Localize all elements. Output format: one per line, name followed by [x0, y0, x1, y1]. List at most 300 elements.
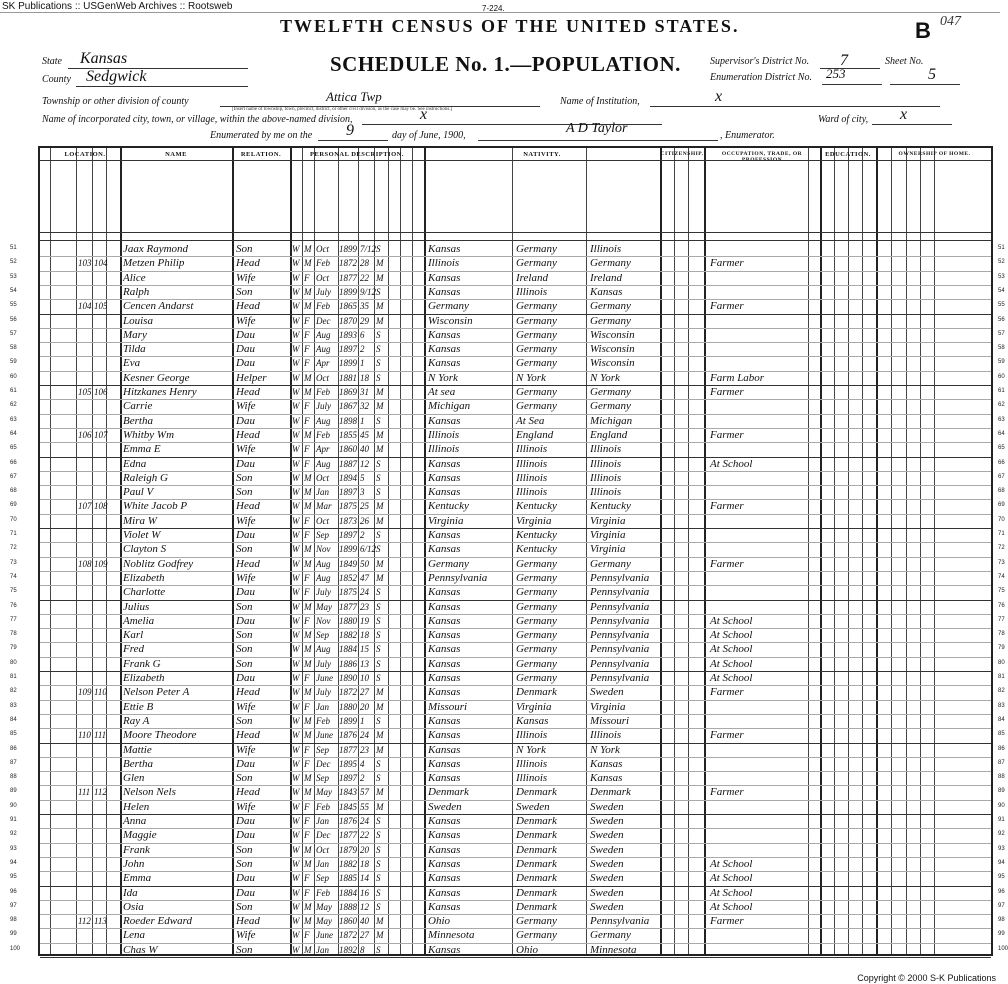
- cell-mo: Dec: [316, 315, 331, 326]
- cell-yr: 1872: [339, 258, 357, 269]
- cell-age: 28: [360, 258, 369, 269]
- cell-fpob: N York: [516, 743, 546, 756]
- cell-rel: Dau: [236, 529, 255, 541]
- cell-pob: Kansas: [428, 900, 461, 913]
- cell-age: 20: [360, 844, 369, 855]
- cell-col: W: [292, 615, 300, 626]
- cell-mpob: Kansas: [590, 285, 623, 298]
- line-number: 60: [10, 373, 17, 380]
- cell-pob: Kansas: [428, 657, 461, 670]
- line-number: 63: [10, 416, 17, 423]
- cell-age: 25: [360, 501, 369, 512]
- cell-fpob: Ohio: [516, 943, 538, 956]
- cell-ms: S: [376, 944, 381, 955]
- cell-fpob: Illinois: [516, 471, 548, 484]
- cell-yr: 1899: [339, 244, 357, 254]
- cell-mpob: Illinois: [590, 486, 622, 499]
- line-number-right: 87: [998, 759, 1005, 766]
- cell-rel: Head: [236, 386, 260, 398]
- line-number: 77: [10, 616, 17, 623]
- cell-name: John: [123, 857, 145, 870]
- cell-rel: Head: [236, 257, 260, 270]
- cell-sex: F: [304, 315, 310, 326]
- cell-col: W: [292, 801, 300, 812]
- cell-fpob: Illinois: [516, 285, 548, 298]
- cell-yr: 1865: [339, 301, 357, 312]
- cell-sex: M: [304, 301, 312, 312]
- cell-yr: 1886: [339, 658, 357, 669]
- cell-ms: M: [376, 687, 384, 698]
- cell-mpob: Germany: [590, 929, 631, 942]
- cell-sex: M: [304, 501, 312, 512]
- cell-mpob: Virginia: [590, 529, 626, 541]
- city-label: Name of incorporated city, town, or village, within the above-named division,: [42, 114, 353, 125]
- cell-fpob: Denmark: [516, 815, 557, 827]
- cell-fpob: Germany: [516, 386, 557, 398]
- cell-mo: Oct: [316, 472, 329, 483]
- cell-rel: Head: [236, 686, 260, 699]
- cell-mpob: Pennsylvania: [590, 629, 650, 642]
- cell-fpob: Germany: [516, 915, 557, 928]
- cell-age: 24: [360, 730, 369, 741]
- cell-mo: May: [316, 916, 332, 927]
- cell-pob: Germany: [428, 300, 469, 313]
- cell-sex: F: [304, 758, 310, 769]
- cell-mo: Oct: [316, 272, 329, 283]
- cell-age: 40: [360, 444, 369, 455]
- cell-age: 18: [360, 372, 369, 383]
- cell-sex: M: [304, 244, 312, 254]
- line-number: 75: [10, 588, 17, 595]
- cell-col: W: [292, 730, 300, 741]
- cell-mpob: Pennsylvania: [590, 614, 650, 627]
- section-location: LOCATION.: [64, 151, 106, 158]
- cell-mpob: Sweden: [590, 843, 624, 856]
- cell-rel: Son: [236, 285, 253, 298]
- cell-fpob: Germany: [516, 328, 557, 341]
- cell-col: W: [292, 444, 300, 455]
- cell-ms: S: [376, 358, 381, 369]
- cell-yr: 1884: [339, 644, 357, 655]
- enumerated-day: 9: [346, 122, 354, 139]
- cell-name: Mira W: [123, 514, 157, 527]
- cell-rel: Son: [236, 772, 253, 785]
- cell-name: Charlotte: [123, 586, 166, 599]
- corner-handwritten-number: 047: [940, 14, 961, 29]
- line-number-right: 89: [998, 788, 1005, 795]
- cell-dw: 105: [78, 387, 92, 397]
- line-number-right: 70: [998, 516, 1005, 523]
- cell-yr: 1890: [339, 673, 357, 683]
- cell-mo: July: [316, 687, 331, 698]
- cell-sex: F: [304, 887, 310, 898]
- cell-name: Moore Theodore: [123, 729, 197, 742]
- cell-col: W: [292, 501, 300, 512]
- cell-yr: 1897: [339, 487, 357, 498]
- line-number: 84: [10, 716, 17, 723]
- cell-fpob: Denmark: [516, 829, 557, 842]
- cell-occ: Farmer: [710, 428, 744, 441]
- cell-rel: Head: [236, 428, 260, 441]
- line-number-right: 86: [998, 745, 1005, 752]
- cell-mpob: Kentucky: [590, 500, 631, 513]
- cell-age: 24: [360, 816, 369, 826]
- cell-fpob: Germany: [516, 243, 557, 255]
- cell-rel: Wife: [236, 700, 256, 713]
- cell-mpob: Illinois: [590, 443, 622, 456]
- cell-mo: Oct: [316, 844, 329, 855]
- section-education: EDUCATION.: [825, 151, 871, 158]
- cell-ms: M: [376, 501, 384, 512]
- cell-ms: S: [376, 816, 381, 826]
- cell-yr: 1880: [339, 701, 357, 712]
- line-number-right: 95: [998, 874, 1005, 881]
- cell-fpob: Illinois: [516, 757, 548, 770]
- cell-mpob: Germany: [590, 400, 631, 413]
- cell-col: W: [292, 272, 300, 283]
- cell-pob: Kansas: [428, 643, 461, 656]
- cell-yr: 1852: [339, 572, 357, 583]
- cell-mpob: Sweden: [590, 872, 624, 885]
- line-number-right: 55: [998, 302, 1005, 309]
- cell-sex: F: [304, 458, 310, 469]
- cell-mo: Aug: [316, 558, 331, 569]
- line-number: 53: [10, 273, 17, 280]
- line-number: 51: [10, 245, 17, 251]
- cell-fpob: Germany: [516, 586, 557, 599]
- cell-pob: Kansas: [428, 271, 461, 284]
- line-number: 70: [10, 516, 17, 523]
- cell-pob: Pennsylvania: [428, 571, 488, 584]
- cell-fpob: Germany: [516, 614, 557, 627]
- cell-sex: F: [304, 873, 310, 884]
- cell-mo: Nov: [316, 544, 331, 555]
- cell-rel: Wife: [236, 400, 256, 413]
- cell-col: W: [292, 673, 300, 683]
- cell-col: W: [292, 715, 300, 726]
- census-title: TWELFTH CENSUS OF THE UNITED STATES.: [280, 16, 740, 36]
- cell-ms: S: [376, 458, 381, 469]
- cell-yr: 1892: [339, 944, 357, 955]
- line-number: 82: [10, 688, 17, 695]
- line-number: 87: [10, 759, 17, 766]
- cell-ms: S: [376, 415, 381, 426]
- cell-yr: 1843: [339, 787, 357, 798]
- cell-rel: Dau: [236, 343, 255, 356]
- cell-yr: 1872: [339, 930, 357, 941]
- cell-col: W: [292, 429, 300, 440]
- cell-dw: 103: [78, 258, 92, 269]
- cell-rel: Son: [236, 471, 253, 484]
- cell-ms: S: [376, 601, 381, 612]
- cell-ms: M: [376, 387, 384, 397]
- cell-fam: 111: [94, 730, 107, 741]
- cell-rel: Son: [236, 629, 253, 642]
- cell-fpob: Illinois: [516, 772, 548, 785]
- form-number: 7-224.: [482, 4, 505, 13]
- cell-age: 14: [360, 873, 369, 884]
- cell-ms: S: [376, 901, 381, 912]
- cell-col: W: [292, 758, 300, 769]
- cell-col: W: [292, 916, 300, 927]
- line-number: 71: [10, 531, 17, 537]
- cell-ms: M: [376, 572, 384, 583]
- cell-yr: 1885: [339, 873, 357, 884]
- cell-fam: 113: [94, 916, 107, 927]
- cell-name: Violet W: [123, 529, 161, 541]
- cell-age: 55: [360, 801, 369, 812]
- cell-age: 22: [360, 830, 369, 841]
- cell-rel: Son: [236, 843, 253, 856]
- cell-mpob: England: [590, 428, 628, 441]
- cell-rel: Dau: [236, 357, 255, 370]
- cell-yr: 1899: [339, 715, 357, 726]
- line-number-right: 53: [998, 273, 1005, 280]
- corner-letter: B: [915, 18, 931, 43]
- section-relation: RELATION.: [240, 151, 282, 158]
- cell-age: 18: [360, 858, 369, 869]
- enumerated-month-label: day of June, 1900,: [392, 130, 466, 141]
- cell-mpob: Pennsylvania: [590, 657, 650, 670]
- cell-col: W: [292, 458, 300, 469]
- cell-mo: Feb: [316, 301, 330, 312]
- cell-fpob: Germany: [516, 300, 557, 313]
- cell-yr: 1899: [339, 286, 357, 297]
- cell-name: Kesner George: [123, 371, 190, 384]
- cell-yr: 1872: [339, 687, 357, 698]
- cell-rel: Son: [236, 714, 253, 727]
- cell-pob: Minnesota: [428, 929, 475, 942]
- cell-yr: 1845: [339, 801, 357, 812]
- cell-age: 57: [360, 787, 369, 798]
- cell-mpob: Wisconsin: [590, 343, 635, 356]
- cell-sex: M: [304, 258, 312, 269]
- cell-ms: M: [376, 787, 384, 798]
- copyright-notice: Copyright © 2000 S-K Publications: [857, 973, 996, 983]
- cell-pob: Kansas: [428, 857, 461, 870]
- cell-sex: F: [304, 830, 310, 841]
- cell-rel: Dau: [236, 886, 255, 899]
- cell-fpob: Germany: [516, 643, 557, 656]
- cell-col: W: [292, 601, 300, 612]
- cell-dw: 110: [78, 730, 91, 741]
- cell-rel: Helper: [236, 371, 267, 384]
- cell-age: 45: [360, 429, 369, 440]
- line-number-right: 74: [998, 573, 1005, 580]
- line-number: 85: [10, 731, 17, 738]
- cell-rel: Head: [236, 729, 260, 742]
- line-number: 78: [10, 631, 17, 638]
- cell-col: W: [292, 816, 300, 826]
- cell-ms: S: [376, 544, 381, 555]
- cell-ms: S: [376, 887, 381, 898]
- cell-ms: M: [376, 730, 384, 741]
- cell-age: 15: [360, 644, 369, 655]
- cell-mo: Oct: [316, 372, 329, 383]
- cell-pob: Illinois: [428, 443, 460, 456]
- cell-mo: Feb: [316, 387, 330, 397]
- cell-mo: July: [316, 401, 331, 412]
- cell-sex: F: [304, 801, 310, 812]
- cell-mpob: Germany: [590, 557, 631, 570]
- cell-name: Roeder Edward: [123, 915, 192, 928]
- cell-sex: M: [304, 601, 312, 612]
- line-number: 61: [10, 388, 17, 394]
- cell-pob: Kansas: [428, 714, 461, 727]
- cell-ms: S: [376, 658, 381, 669]
- cell-pob: Germany: [428, 557, 469, 570]
- cell-age: 6: [360, 329, 365, 340]
- cell-occ: Farmer: [710, 729, 744, 742]
- cell-ms: S: [376, 773, 381, 784]
- cell-pob: Kentucky: [428, 500, 469, 513]
- cell-pob: Kansas: [428, 729, 461, 742]
- cell-mo: Dec: [316, 830, 331, 841]
- cell-mo: Aug: [316, 344, 331, 355]
- cell-col: W: [292, 644, 300, 655]
- cell-name: Emma: [123, 872, 152, 885]
- cell-ms: S: [376, 673, 381, 683]
- cell-pob: Illinois: [428, 257, 460, 270]
- cell-yr: 1860: [339, 916, 357, 927]
- cell-mo: Jan: [316, 701, 329, 712]
- cell-pob: Kansas: [428, 614, 461, 627]
- cell-name: Amelia: [123, 614, 155, 627]
- cell-yr: 1879: [339, 844, 357, 855]
- cell-occ: At School: [710, 886, 753, 899]
- cell-ms: M: [376, 515, 384, 526]
- cell-sex: M: [304, 644, 312, 655]
- cell-age: 4: [360, 758, 365, 769]
- cell-age: 13: [360, 658, 369, 669]
- cell-yr: 1849: [339, 558, 357, 569]
- cell-pob: Illinois: [428, 428, 460, 441]
- cell-fam: 105: [94, 301, 108, 312]
- line-number: 99: [10, 931, 17, 938]
- cell-mpob: Illinois: [590, 471, 622, 484]
- cell-sex: M: [304, 487, 312, 498]
- cell-pob: Kansas: [428, 629, 461, 642]
- section-nativity: NATIVITY.: [523, 151, 561, 158]
- cell-mo: Feb: [316, 887, 330, 898]
- line-number: 80: [10, 659, 17, 666]
- cell-rel: Dau: [236, 457, 255, 470]
- cell-ms: M: [376, 744, 384, 755]
- cell-mpob: Ireland: [590, 271, 622, 284]
- cell-mo: Sep: [316, 773, 329, 784]
- cell-yr: 1867: [339, 401, 357, 412]
- cell-name: Elizabeth: [123, 571, 165, 584]
- cell-age: 7/12: [360, 244, 377, 254]
- cell-pob: Kansas: [428, 414, 461, 427]
- township-value: Attica Twp: [326, 89, 382, 104]
- line-number: 92: [10, 831, 17, 838]
- cell-name: Frank G: [123, 657, 161, 670]
- cell-yr: 1876: [339, 730, 357, 741]
- cell-fpob: Kentucky: [516, 543, 557, 556]
- cell-pob: At sea: [428, 386, 456, 398]
- cell-mpob: N York: [590, 743, 620, 756]
- cell-col: W: [292, 372, 300, 383]
- cell-col: W: [292, 487, 300, 498]
- cell-name: Anna: [123, 815, 147, 827]
- cell-col: W: [292, 873, 300, 884]
- cell-rel: Dau: [236, 414, 255, 427]
- cell-age: 23: [360, 744, 369, 755]
- cell-col: W: [292, 944, 300, 955]
- cell-pob: Kansas: [428, 686, 461, 699]
- cell-rel: Dau: [236, 586, 255, 599]
- cell-col: W: [292, 244, 300, 254]
- cell-fpob: Denmark: [516, 786, 557, 799]
- line-number-right: 80: [998, 659, 1005, 666]
- cell-age: 12: [360, 458, 369, 469]
- cell-pob: Kansas: [428, 243, 461, 255]
- cell-col: W: [292, 630, 300, 641]
- cell-sex: F: [304, 530, 310, 540]
- line-number: 96: [10, 888, 17, 895]
- cell-rel: Wife: [236, 743, 256, 756]
- cell-sex: F: [304, 272, 310, 283]
- cell-age: 22: [360, 272, 369, 283]
- cell-ms: S: [376, 286, 381, 297]
- cell-col: W: [292, 544, 300, 555]
- cell-dw: 112: [78, 916, 91, 927]
- cell-name: Ettie B: [123, 700, 154, 713]
- line-number-right: 69: [998, 502, 1005, 509]
- cell-name: Edna: [123, 457, 147, 470]
- cell-yr: 1888: [339, 901, 357, 912]
- cell-rel: Son: [236, 600, 253, 613]
- cell-fpob: Virginia: [516, 514, 552, 527]
- enumeration-district-label: Enumeration District No.: [710, 72, 812, 83]
- cell-pob: Kansas: [428, 543, 461, 556]
- line-number-right: 68: [998, 488, 1005, 495]
- cell-yr: 1899: [339, 544, 357, 555]
- line-number-right: 58: [998, 345, 1005, 352]
- cell-yr: 1881: [339, 372, 357, 383]
- line-number-right: 76: [998, 602, 1005, 609]
- cell-age: 2: [360, 530, 365, 540]
- cell-mo: Feb: [316, 715, 330, 726]
- cell-age: 27: [360, 930, 369, 941]
- cell-name: Carrie: [123, 400, 153, 413]
- cell-sex: F: [304, 572, 310, 583]
- enumerator-name: A D Taylor: [566, 121, 628, 136]
- line-number: 88: [10, 774, 17, 781]
- cell-sex: M: [304, 687, 312, 698]
- cell-sex: M: [304, 429, 312, 440]
- line-number-right: 91: [998, 817, 1005, 823]
- cell-yr: 1894: [339, 472, 357, 483]
- cell-fpob: Germany: [516, 929, 557, 942]
- cell-fpob: England: [516, 428, 554, 441]
- cell-name: Osia: [123, 900, 144, 913]
- cell-col: W: [292, 472, 300, 483]
- cell-pob: Sweden: [428, 800, 462, 813]
- cell-fpob: Germany: [516, 629, 557, 642]
- cell-name: Frank: [123, 843, 150, 856]
- cell-ms: S: [376, 630, 381, 641]
- line-number-right: 63: [998, 416, 1005, 423]
- cell-age: 1: [360, 715, 365, 726]
- cell-fam: 109: [94, 558, 108, 569]
- cell-name: Karl: [123, 629, 144, 642]
- cell-name: Ralph: [123, 285, 150, 298]
- cell-fpob: Ireland: [516, 271, 548, 284]
- cell-fam: 112: [94, 787, 107, 798]
- cell-mpob: Virginia: [590, 543, 626, 556]
